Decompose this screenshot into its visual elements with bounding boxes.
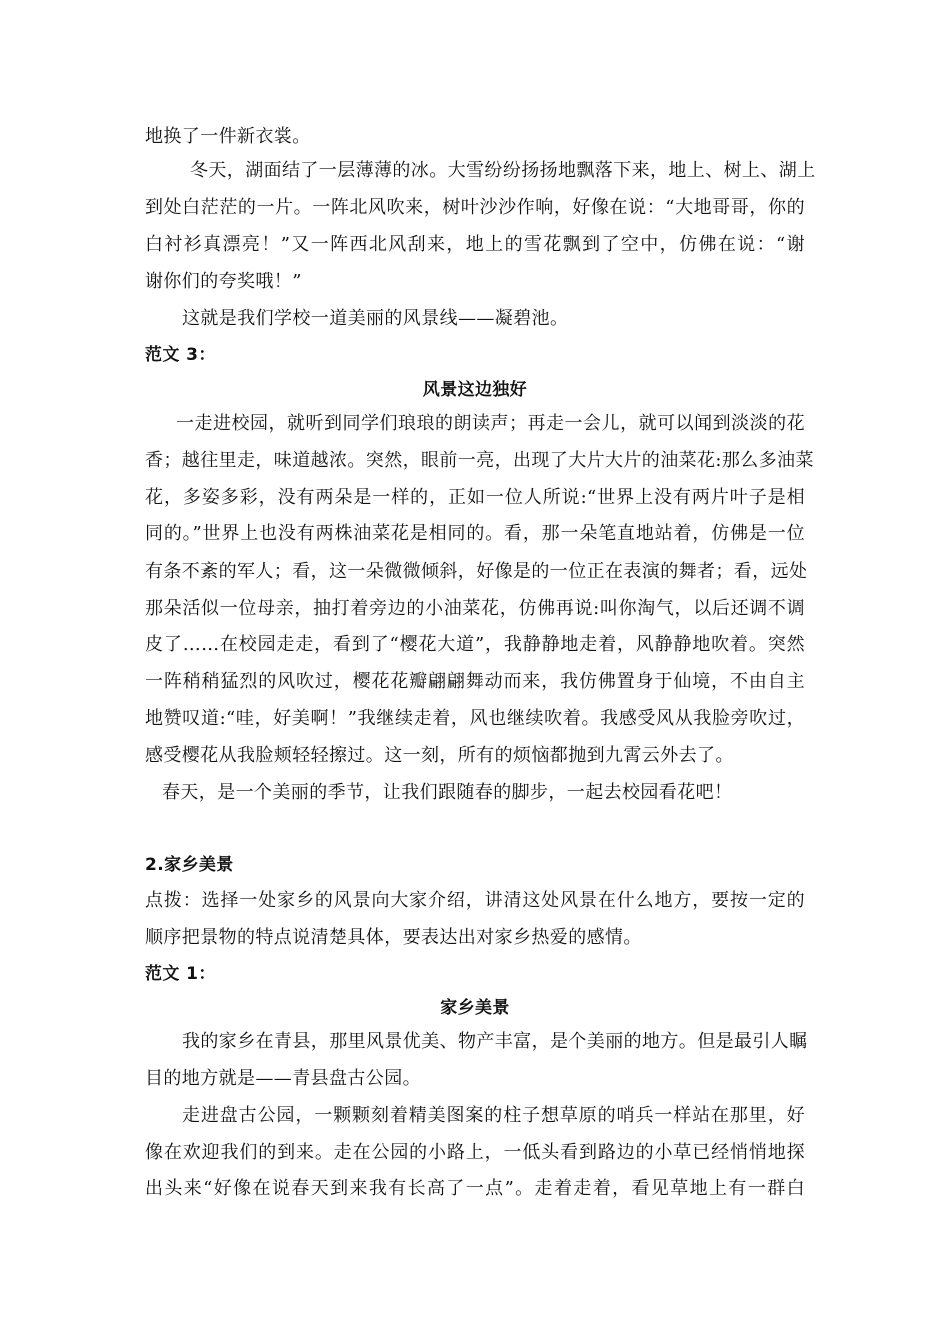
section-heading: 2.家乡美景 [145,855,234,875]
paragraph-line: 到处白茫茫的一片。一阵北风吹来，树叶沙沙作响，好像在说：“大地哥哥，你的 [145,197,805,218]
essay-title: 风景这边独好 [422,380,528,400]
paragraph-line: 香；越往里走，味道越浓。突然，眼前一亮，出现了大片大片的油菜花:那么多油菜 [145,450,814,471]
essay-title: 家乡美景 [440,998,510,1018]
paragraph-line: 有条不紊的军人；看，这一朵微微倾斜，好像是的一位正在表演的舞者；看，远处 [145,561,808,582]
paragraph-line: 皮了……在校园走走，看到了“樱花大道”，我静静地走着，风静静地吹着。突然 [145,634,805,655]
paragraph-line: 顺序把景物的特点说清楚具体，要表达出对家乡热爱的感情。 [145,927,642,948]
paragraph-line: 冬天，湖面结了一层薄薄的冰。大雪纷纷扬扬地飘落下来，地上、树上、湖上 [190,160,816,181]
paragraph-line: 地换了一件新衣裳。 [145,126,311,147]
paragraph-line: 地赞叹道:“哇，好美啊！”我继续走着，风也继续吹着。我感受风从我脸旁吹过， [145,708,805,729]
paragraph-line: 那朵活似一位母亲，抽打着旁边的小油菜花，仿佛再说:叫你淘气，以后还调不调 [145,598,805,619]
paragraph-line: 同的。”世界上也没有两株油菜花是相同的。看，那一朵笔直地站着，仿佛是一位 [145,523,805,544]
paragraph-line: 点拨：选择一处家乡的风景向大家介绍，讲清这处风景在什么地方，要按一定的 [145,890,805,911]
paragraph-line: 我的家乡在青县，那里风景优美、物产丰富，是个美丽的地方。但是最引人瞩 [182,1031,808,1052]
paragraph-line: 谢你们的夸奖哦！” [145,271,302,292]
paragraph-line: 一走进校园，就听到同学们琅琅的朗读声；再走一会儿，就可以闻到淡淡的花 [176,413,805,434]
paragraph-line: 出头来“好像在说春天到来我有长高了一点”。走着走着，看见草地上有一群白 [145,1178,805,1199]
paragraph-line: 春天，是一个美丽的季节，让我们跟随春的脚步，一起去校园看花吧！ [162,782,733,803]
section-label: 范文 3： [145,345,216,365]
section-label: 范文 1： [145,964,216,984]
paragraph-line: 一阵稍稍猛烈的风吹过，樱花花瓣翩翩舞动而来，我仿佛置身于仙境，不由自主 [145,671,805,692]
paragraph-line: 这就是我们学校一道美丽的风景线——凝碧池。 [182,308,569,329]
paragraph-line: 走进盘古公园，一颗颗刻着精美图案的柱子想草原的哨兵一样站在那里，好 [182,1105,805,1126]
paragraph-line: 像在欢迎我们的到来。走在公园的小路上，一低头看到路边的小草已经悄悄地探 [145,1142,805,1163]
paragraph-line: 感受樱花从我脸颊轻轻擦过。这一刻，所有的烦恼都抛到九霄云外去了。 [145,745,734,766]
paragraph-line: 花，多姿多彩，没有两朵是一样的，正如一位人所说:“世界上没有两片叶子是相 [145,487,805,508]
paragraph-line: 目的地方就是——青县盘古公园。 [145,1068,421,1089]
paragraph-line: 白衬衫真漂亮！”又一阵西北风刮来，地上的雪花飘到了空中，仿佛在说：“谢 [145,234,805,255]
